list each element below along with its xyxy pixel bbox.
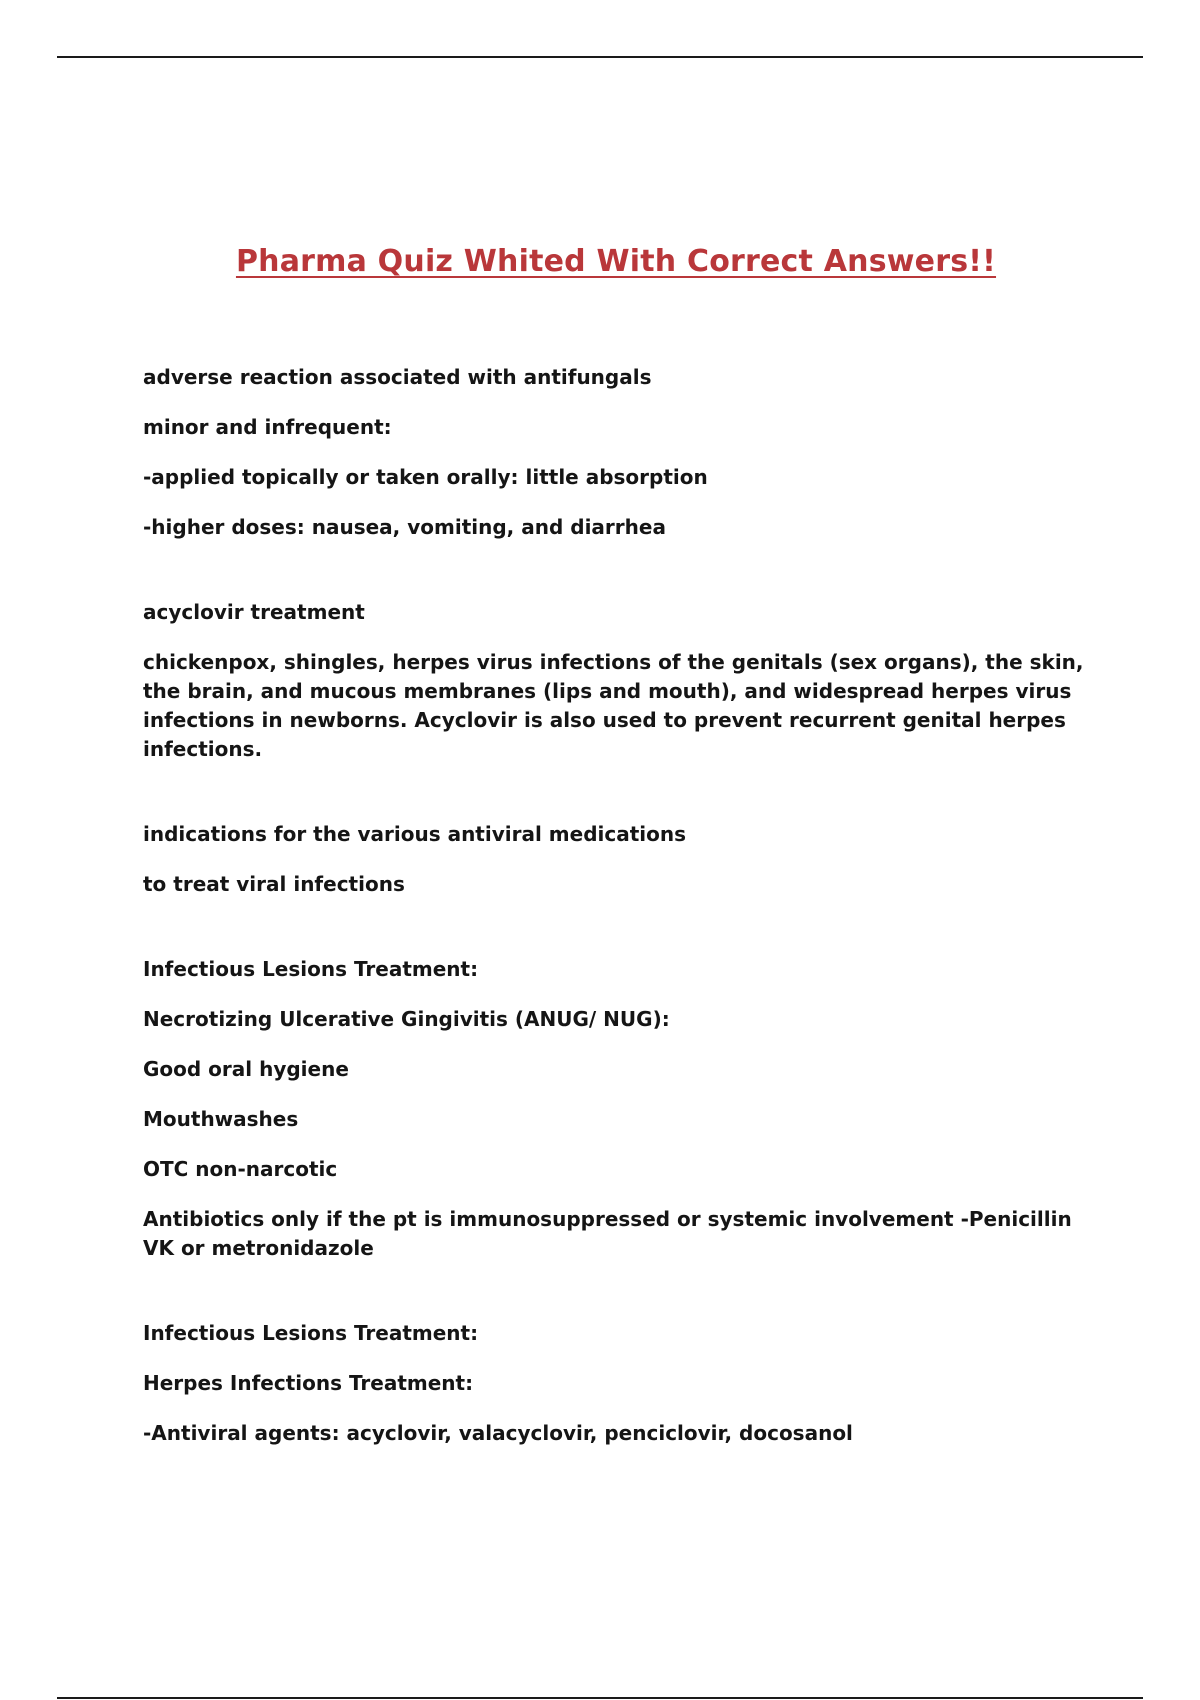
document-title bbox=[0, 244, 1200, 279]
answer-line: Necrotizing Ulcerative Gingivitis (ANUG/ NUG): bbox=[143, 1007, 670, 1031]
bottom-rule bbox=[57, 1697, 1143, 1699]
document-body bbox=[143, 363, 1103, 1504]
qa-entry-herpes-treatment bbox=[143, 1319, 1103, 1448]
answer-paragraph: Antibiotics only if the pt is immunosuppressed or systemic involvement -Penicillin VK or metronidazole bbox=[143, 1207, 1072, 1260]
answer-line: to treat viral infections bbox=[143, 872, 405, 896]
answer-line: Good oral hygiene bbox=[143, 1057, 349, 1081]
qa-entry-antiviral-indications bbox=[143, 820, 1103, 899]
question-text: indications for the various antiviral medications bbox=[143, 822, 687, 846]
top-rule bbox=[57, 56, 1143, 58]
qa-entry-nug-treatment bbox=[143, 955, 1103, 1263]
qa-entry-acyclovir bbox=[143, 598, 1103, 764]
answer-line: -Antiviral agents: acyclovir, valacyclovir, penciclovir, docosanol bbox=[143, 1421, 853, 1445]
question-text: adverse reaction associated with antifungals bbox=[143, 365, 652, 389]
qa-entry-antifungals bbox=[143, 363, 1103, 542]
answer-line: -applied topically or taken orally: little absorption bbox=[143, 465, 708, 489]
answer-paragraph: chickenpox, shingles, herpes virus infections of the genitals (sex organs), the skin, the brain, and mucous membranes (lips and mouth), and widespread herpes virus infections in newborns. Acyclovir is also used to prevent recurrent genital herpes infections. bbox=[143, 650, 1084, 761]
answer-line: Mouthwashes bbox=[143, 1107, 299, 1131]
question-text: acyclovir treatment bbox=[143, 600, 365, 624]
answer-line: OTC non-narcotic bbox=[143, 1157, 338, 1181]
question-text: Infectious Lesions Treatment: bbox=[143, 1321, 479, 1345]
answer-line: -higher doses: nausea, vomiting, and diarrhea bbox=[143, 515, 666, 539]
question-text: Infectious Lesions Treatment: bbox=[143, 957, 479, 981]
answer-line: Herpes Infections Treatment: bbox=[143, 1371, 474, 1395]
answer-line: minor and infrequent: bbox=[143, 415, 392, 439]
document-title-text: Pharma Quiz Whited With Correct Answers!! bbox=[235, 244, 997, 279]
